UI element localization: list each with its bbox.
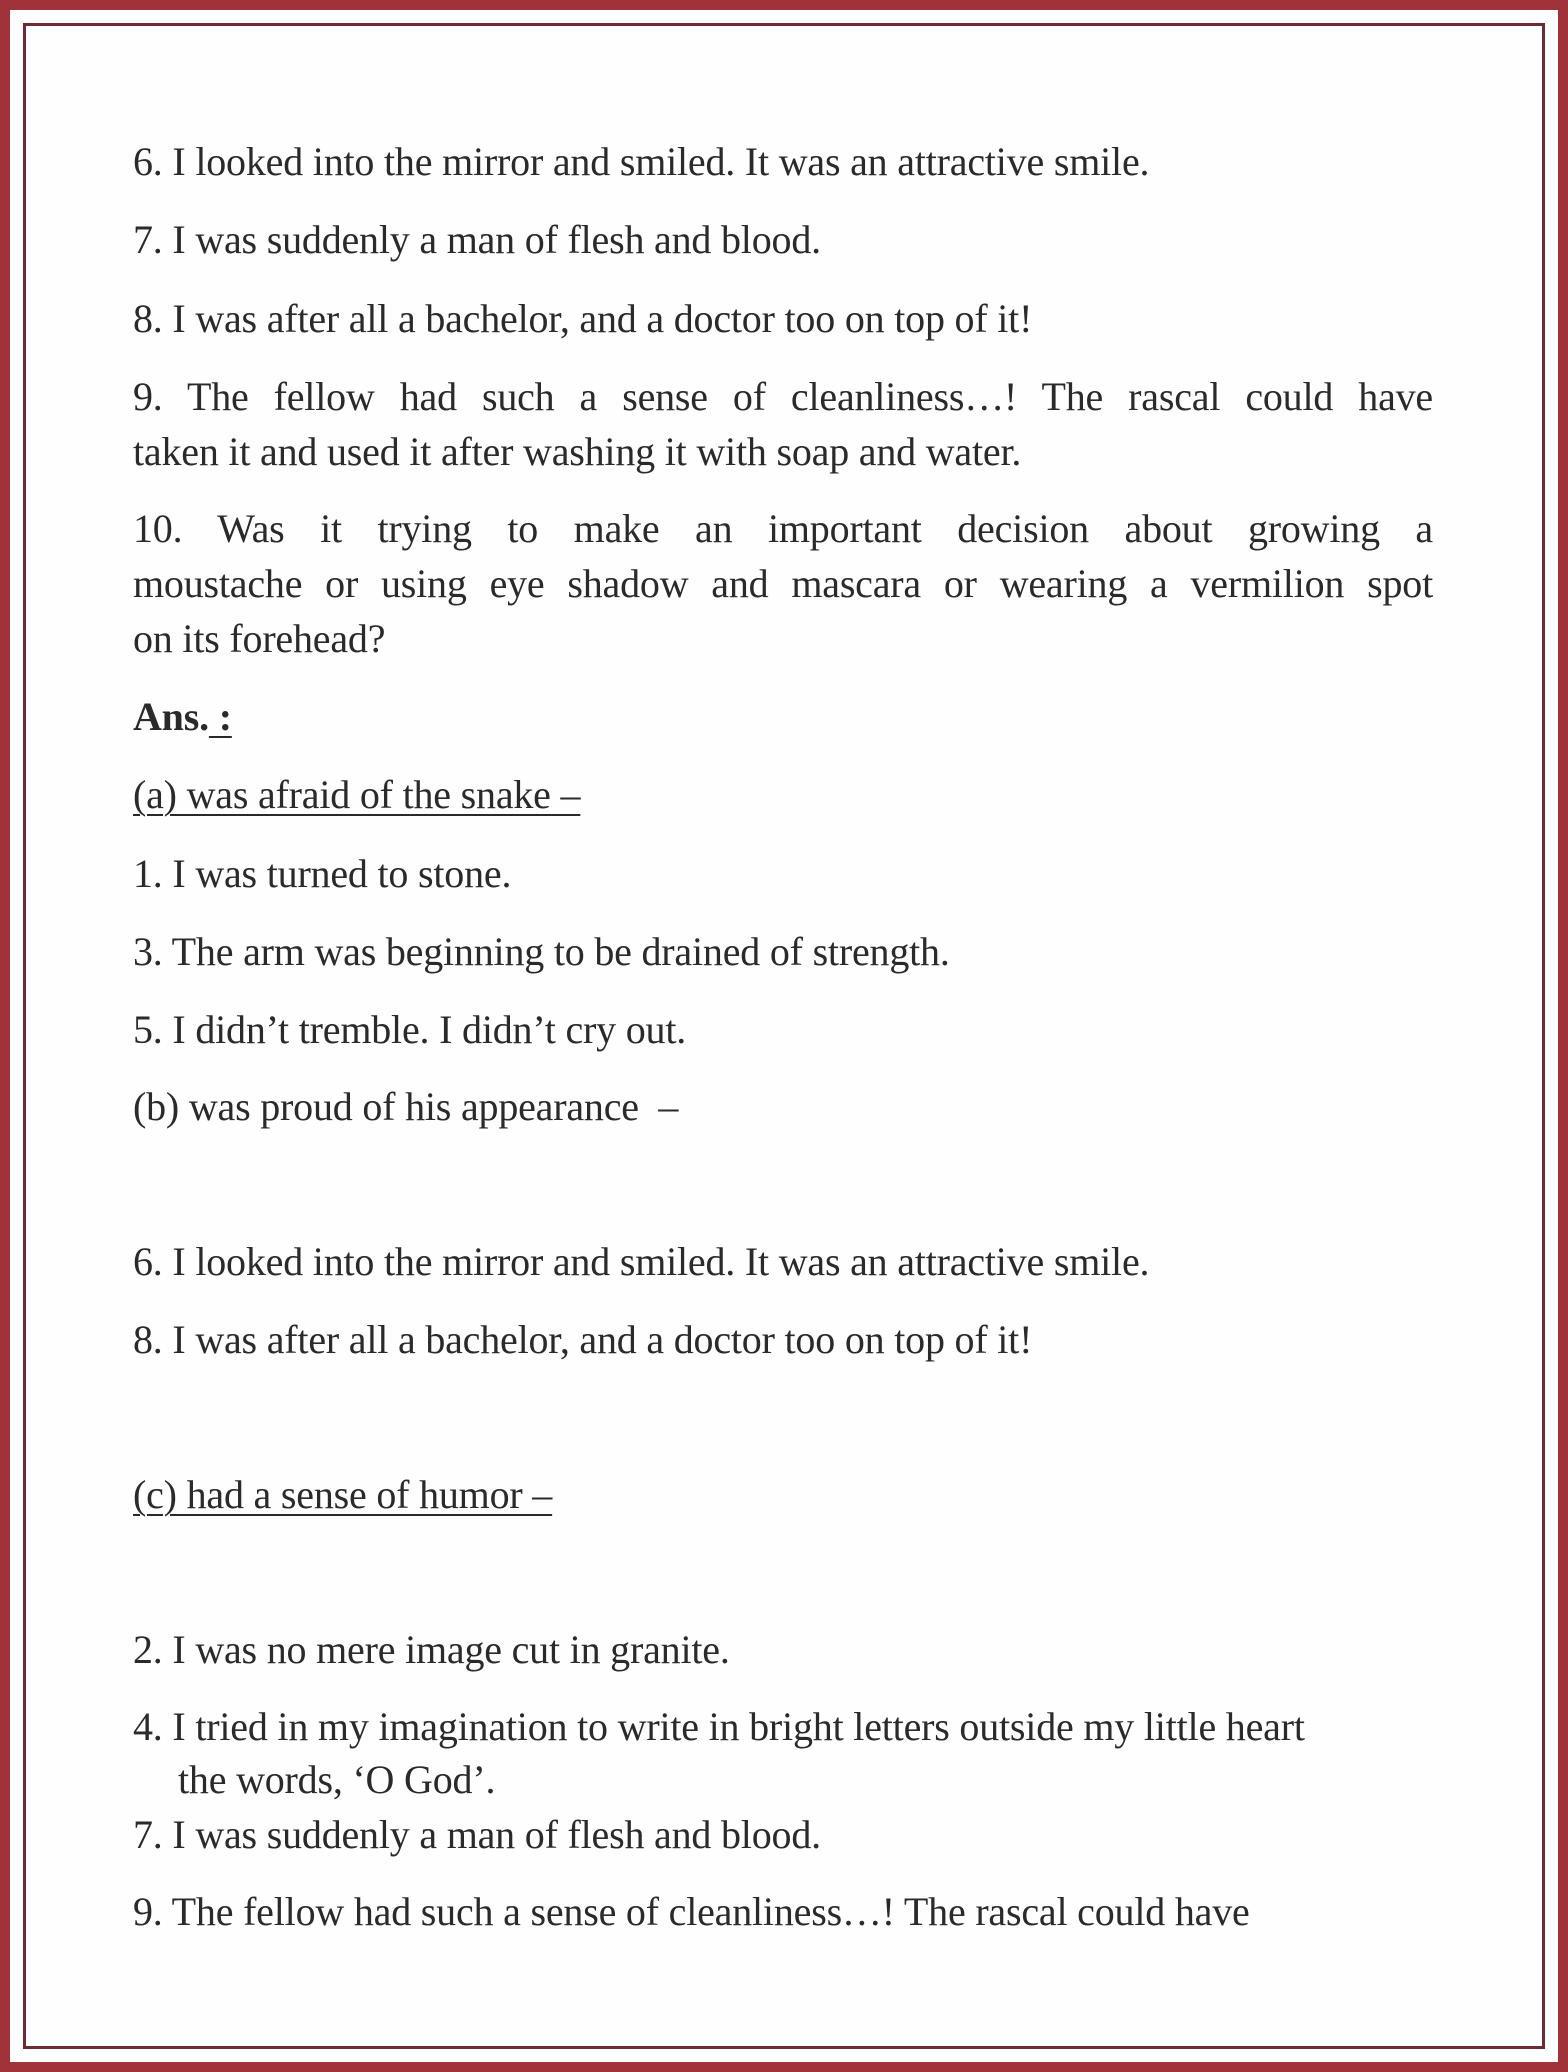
question-10-line-2: moustache or using eye shadow and mascara or wearing a vermilion spot [133,561,1433,606]
section-b-item: 6. I looked into the mirror and smiled. It was an attractive smile. [133,1239,1150,1284]
question-10-line-1: 10. Was it trying to make an important decision about growing a [133,506,1433,551]
section-a-item: 1. I was turned to stone. [133,851,512,896]
question-8: 8. I was after all a bachelor, and a doctor too on top of it! [133,296,1033,341]
section-a-item: 3. The arm was beginning to be drained of strength. [133,929,950,974]
answer-label [133,694,232,739]
question-6: 6. I looked into the mirror and smiled. It was an attractive smile. [133,139,1150,184]
question-7: 7. I was suddenly a man of flesh and blood. [133,217,821,262]
question-9-line-1: 9. The fellow had such a sense of cleanliness…! The rascal could have [133,374,1433,419]
section-c-item: 7. I was suddenly a man of flesh and blood. [133,1812,821,1857]
section-c-item: 4. I tried in my imagination to write in bright letters outside my little heart [133,1704,1305,1749]
section-c-item: 2. I was no mere image cut in granite. [133,1627,730,1672]
section-a-heading: (a) was afraid of the snake – [133,772,581,817]
answer-colon: : [208,694,232,739]
question-9-line-2: taken it and used it after washing it with soap and water. [133,429,1022,474]
section-b-heading: (b) was proud of his appearance – [133,1084,679,1129]
section-a-item: 5. I didn’t tremble. I didn’t cry out. [133,1007,687,1052]
section-c-item: 9. The fellow had such a sense of cleanliness…! The rascal could have [133,1889,1250,1934]
section-c-heading: (c) had a sense of humor – [133,1472,553,1517]
section-b-item: 8. I was after all a bachelor, and a doctor too on top of it! [133,1317,1033,1362]
section-c-item-continuation: the words, ‘O God’. [178,1757,496,1802]
question-10-line-3: on its forehead? [133,616,386,661]
answer-label-text: Ans. [133,694,209,739]
